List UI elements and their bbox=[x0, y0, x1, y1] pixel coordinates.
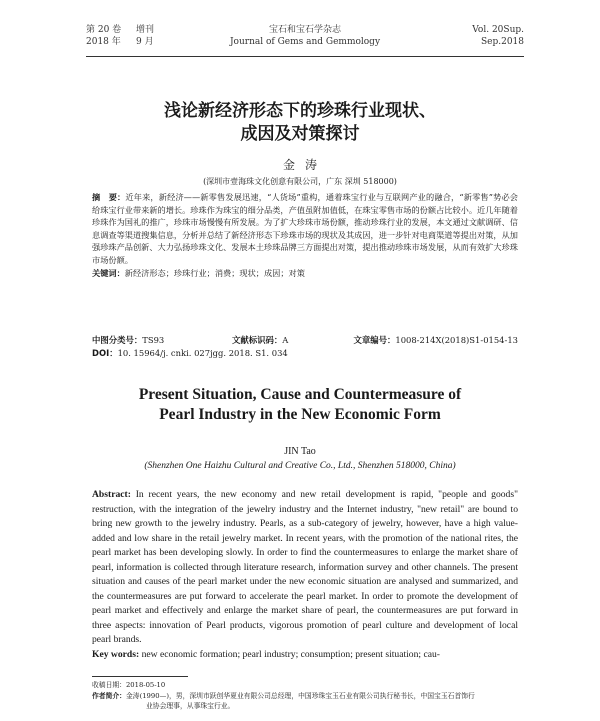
chinese-keywords: 新经济形态；珍珠行业；消费；现状；成因；对策 bbox=[124, 267, 305, 278]
header-center bbox=[86, 24, 524, 48]
article-number-label: 文章编号： bbox=[353, 335, 396, 345]
english-affiliation: (Shenzhen One Haizhu Cultural and Creative Co., Ltd., Shenzhen 518000, China) bbox=[144, 461, 456, 471]
english-author: JIN Tao bbox=[284, 446, 316, 457]
english-abstract-label: Abstract: bbox=[92, 489, 131, 500]
chinese-affiliation: (深圳市壹海珠文化创意有限公司，广东 深圳 518000) bbox=[203, 177, 397, 186]
doc-code-label: 文献标识码： bbox=[232, 335, 283, 345]
footnote-author-line1: 金涛(1990—)，男，深圳市跃创华夏业有限公司总经理，中国珍珠宝玉石业有限公司执行秘书长，中国宝玉石首饰行 bbox=[125, 691, 475, 700]
header-year-en: 2018 bbox=[501, 37, 524, 47]
journal-name-cn: 宝石和宝石学杂志 bbox=[268, 25, 341, 35]
header-rule bbox=[86, 56, 524, 57]
chinese-title-line2: 成因及对策探讨 bbox=[240, 124, 360, 144]
english-title bbox=[0, 385, 600, 425]
chinese-abstract-text: 近年来，新经济——新零售发展迅速，“人货场”重构，通着珠宝行业与互联网产业的融合，“新零售”势必会给珠宝行业带来新的增长。珍珠作为珠宝的细分品类，产值虽附加值低，在珠宝零售市场的份额占比较小。近几年随着珍珠作为国礼的推广，珍珠市场慢慢有所发展。为了扩大珍珠市场份额，推动珍珠行业的发展，本文通过文献调研、信息调查等渠道搜集信息，分析并总结了新经济形态下珍珠市场的现状及其成因，进一步针对电商渠道等提出对策，从加强珍珠产品创新、大力弘扬珍珠文化、发展本土珍珠品牌三方面提出对策，提出推动珍珠市场发展，从而有效扩大珍珠市场份额。 bbox=[92, 192, 518, 265]
classification-row bbox=[92, 334, 518, 346]
footnote-author-line2: 业协会理事，从事珠宝行业。 bbox=[146, 702, 235, 710]
header-month: 9 月 bbox=[136, 37, 154, 47]
running-header bbox=[86, 24, 524, 52]
header-issue: 增刊 bbox=[136, 25, 155, 35]
header-sup-en: Sup. bbox=[503, 25, 524, 35]
chinese-keywords-label: 关键词： bbox=[92, 267, 125, 278]
header-right bbox=[463, 24, 524, 48]
english-title-line2: Pearl Industry in the New Economic Form bbox=[159, 406, 441, 423]
english-keywords-label: Key words: bbox=[92, 648, 140, 660]
footnote bbox=[92, 680, 518, 712]
english-title-line1: Present Situation, Cause and Countermeasure of bbox=[138, 386, 462, 403]
chinese-title bbox=[0, 100, 600, 146]
english-keywords: new economic formation; pearl industry; consumption; present situation; cau- bbox=[141, 648, 440, 660]
header-vol-en: Vol. 20 bbox=[472, 25, 504, 35]
header-volume: 第 20 卷 bbox=[86, 25, 122, 35]
english-abstract bbox=[92, 488, 518, 662]
doi-label: DOI： bbox=[92, 348, 118, 358]
footnote-received: 收稿日期：2018-05-10 bbox=[92, 681, 166, 689]
clc-value: TS93 bbox=[142, 335, 165, 345]
journal-name-en: Journal of Gems and Gemmology bbox=[229, 37, 381, 47]
header-month-en: Sep. bbox=[480, 37, 502, 47]
english-abstract-text: In recent years, the new economy and new retail development is rapid, "people and goods" restruction, with the integration of the jewelry industry and the Internet industry, "new retail" are bound to bring new growth to the jewelry industry. Pearls, as a sub-category of jewelry, however, have a high value-added and low share in the retail jewelry market. In recent years, with the promotion of the national rites, the pearl market has been developing slowly. In order to find the countermeasures to enlarge the market share of pearl, information is collected through literature research, information survey and other channels. The present situation and causes of the pearl market under the new economic situation are analysed and summarized, and the countermeasures are put forward to accelerate the pearl market. In order to promote the development of pearl market and effectively and enlarge the market share of pearl, the countermeasures are put forward in three aspects: innovation of Pearl products, vigorous promotion of pearl culture and development of local pearl brands. bbox=[92, 489, 518, 645]
chinese-abstract-label: 摘 要： bbox=[92, 192, 126, 202]
doi-row bbox=[92, 347, 518, 359]
doc-code-value: A bbox=[282, 335, 289, 345]
chinese-title-line1: 浅论新经济形态下的珍珠行业现状、 bbox=[164, 101, 436, 121]
footnote-rule bbox=[92, 676, 188, 677]
doi-value: 10. 15964/j. cnki. 027jgg. 2018. S1. 034 bbox=[117, 348, 288, 358]
clc-label: 中图分类号： bbox=[92, 335, 143, 345]
chinese-abstract bbox=[92, 191, 518, 279]
article-number-value: 1008-214X(2018)S1-0154-13 bbox=[395, 335, 518, 345]
header-year: 2018 年 bbox=[86, 37, 121, 47]
chinese-author: 金涛 bbox=[282, 158, 327, 172]
footnote-author-label: 作者简介： bbox=[92, 691, 126, 700]
